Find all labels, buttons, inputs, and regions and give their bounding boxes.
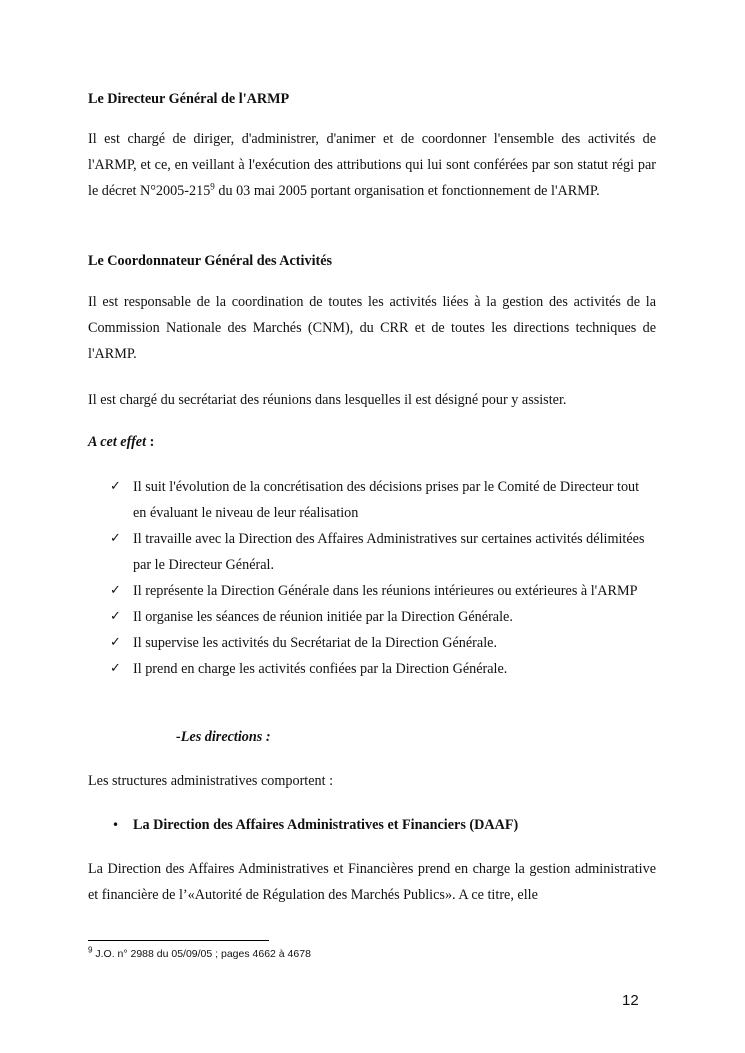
checkmark-icon: ✓ xyxy=(110,583,121,598)
list-item xyxy=(0,578,745,604)
section-heading-directions: -Les directions : xyxy=(176,729,271,745)
paragraph-daaf: La Direction des Affaires Administratives et Financières prend en charge la gestion administrative et financière de l’«Autorité de Régulation des Marchés Publics». A ce titre, elle xyxy=(88,861,656,903)
activities-checklist xyxy=(0,474,745,682)
list-item-text: Il travaille avec la Direction des Affaires Administratives sur certaines activités délimitées par le Directeur Général. xyxy=(133,531,645,573)
page-number: 12 xyxy=(622,992,639,1009)
list-item-text: Il organise les séances de réunion initiée par la Direction Générale. xyxy=(133,609,513,625)
list-item xyxy=(0,474,745,526)
section-heading-coordonnateur: Le Coordonnateur Général des Activités xyxy=(88,253,333,269)
effect-colon: : xyxy=(146,434,155,450)
footnote-separator xyxy=(88,940,269,941)
section-heading-directeur-general: Le Directeur Général de l'ARMP xyxy=(88,91,290,107)
checkmark-icon: ✓ xyxy=(110,635,121,650)
paragraph-secretariat: Il est chargé du secrétariat des réunions dans lesquelles il est désigné pour y assister. xyxy=(88,392,567,408)
paragraph-directeur-general xyxy=(88,126,656,204)
checkmark-icon: ✓ xyxy=(110,531,121,546)
checkmark-icon: ✓ xyxy=(110,661,121,676)
footnote-text: J.O. n° 2988 du 05/09/05 ; pages 4662 à 4678 xyxy=(92,948,311,960)
paragraph-coordonnateur-role: Il est responsable de la coordination de toutes les activités liées à la gestion des activités de la Commission Nationale des Marchés (CNM), du CRR et de toutes les directions techniques de l'ARMP. xyxy=(88,294,656,362)
paragraph-structures-intro: Les structures administratives comportent : xyxy=(88,773,334,789)
footnote xyxy=(88,945,311,960)
bullet-icon: • xyxy=(112,818,120,832)
list-item-text: Il représente la Direction Générale dans les réunions intérieures ou extérieures à l'ARMP xyxy=(133,583,638,599)
effect-label: A cet effet xyxy=(88,434,147,450)
list-item xyxy=(0,630,745,656)
bullet-item-daaf: La Direction des Affaires Administratives et Financiers (DAAF) xyxy=(133,817,519,833)
checkmark-icon: ✓ xyxy=(110,479,121,494)
checkmark-icon: ✓ xyxy=(110,609,121,624)
list-item xyxy=(0,604,745,630)
list-item-text: Il prend en charge les activités confiées par la Direction Générale. xyxy=(133,661,508,677)
list-item-text: Il suit l'évolution de la concrétisation des décisions prises par le Comité de Directeur tout en évaluant le niveau de leur réalisation xyxy=(133,479,640,521)
list-item xyxy=(0,526,745,578)
paragraph-text-part2: du 03 mai 2005 portant organisation et fonctionnement de l'ARMP. xyxy=(214,183,600,199)
list-item-text: Il supervise les activités du Secrétariat de la Direction Générale. xyxy=(133,635,497,651)
effect-label-line xyxy=(88,429,656,455)
paragraph-text-part1: Il est chargé de diriger, d'administrer, d'animer et de coordonner l'ensemble des activités de l'ARMP, et ce, en veillant à l'exécution des attributions qui lui sont conférées par son statut régi par le décret N°2005-215 xyxy=(88,131,656,199)
footnote-reference: 9 xyxy=(210,181,215,192)
list-item xyxy=(0,656,745,682)
footnote-number: 9 xyxy=(88,945,93,955)
